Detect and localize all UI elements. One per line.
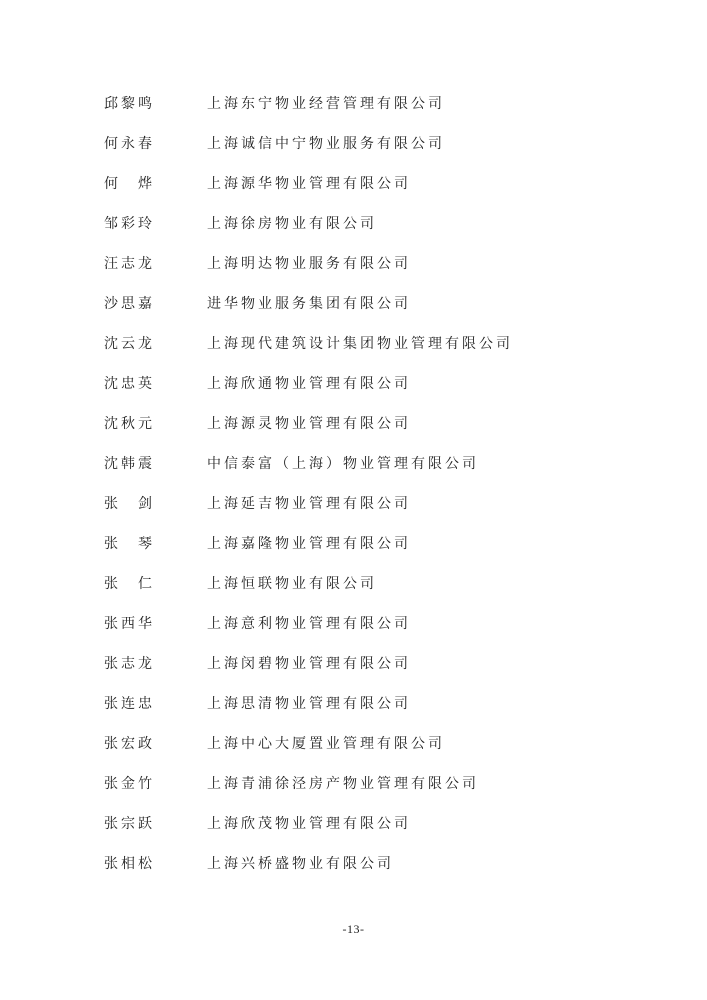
table-row (104, 685, 687, 725)
table-row (104, 165, 687, 205)
company-name: 上海源灵物业管理有限公司 (207, 417, 411, 432)
table-row (104, 845, 687, 885)
person-name: 张宗跃 (104, 817, 155, 832)
person-name: 邱黎鸣 (104, 97, 155, 112)
company-name: 上海闵碧物业管理有限公司 (207, 657, 411, 672)
company-name: 上海嘉隆物业管理有限公司 (207, 537, 411, 552)
table-row (104, 565, 687, 605)
company-name: 上海恒联物业有限公司 (207, 577, 377, 592)
company-name: 上海东宁物业经营管理有限公司 (207, 97, 445, 112)
company-name: 上海兴桥盛物业有限公司 (207, 857, 394, 872)
person-name: 张 琴 (104, 537, 155, 552)
company-name: 上海中心大厦置业管理有限公司 (207, 737, 445, 752)
company-name: 进华物业服务集团有限公司 (207, 297, 411, 312)
table-row (104, 285, 687, 325)
person-name: 张金竹 (104, 777, 155, 792)
person-name: 汪志龙 (104, 257, 155, 272)
table-row (104, 485, 687, 525)
table-row (104, 605, 687, 645)
table-row (104, 445, 687, 485)
page-footer (0, 922, 707, 937)
person-name: 沙思嘉 (104, 297, 155, 312)
table-row (104, 405, 687, 445)
person-name: 张 剑 (104, 497, 155, 512)
company-name: 上海欣茂物业管理有限公司 (207, 817, 411, 832)
person-name: 张 仁 (104, 577, 155, 592)
company-name: 上海欣通物业管理有限公司 (207, 377, 411, 392)
table-row (104, 725, 687, 765)
company-name: 上海延吉物业管理有限公司 (207, 497, 411, 512)
table-row (104, 245, 687, 285)
table-row (104, 205, 687, 245)
person-name: 张志龙 (104, 657, 155, 672)
company-name: 上海徐房物业有限公司 (207, 217, 377, 232)
person-name: 张西华 (104, 617, 155, 632)
person-name: 张相松 (104, 857, 155, 872)
company-name: 上海源华物业管理有限公司 (207, 177, 411, 192)
roster-list (104, 85, 687, 885)
person-name: 张宏政 (104, 737, 155, 752)
table-row (104, 125, 687, 165)
page-number: -13- (342, 922, 365, 936)
person-name: 沈韩震 (104, 457, 155, 472)
person-name: 邹彩玲 (104, 217, 155, 232)
company-name: 上海现代建筑设计集团物业管理有限公司 (207, 337, 513, 352)
company-name: 中信泰富（上海）物业管理有限公司 (207, 457, 479, 472)
company-name: 上海思清物业管理有限公司 (207, 697, 411, 712)
table-row (104, 525, 687, 565)
table-row (104, 805, 687, 845)
company-name: 上海意利物业管理有限公司 (207, 617, 411, 632)
person-name: 何 烨 (104, 177, 155, 192)
table-row (104, 85, 687, 125)
person-name: 何永春 (104, 137, 155, 152)
table-row (104, 365, 687, 405)
company-name: 上海明达物业服务有限公司 (207, 257, 411, 272)
person-name: 沈秋元 (104, 417, 155, 432)
table-row (104, 765, 687, 805)
company-name: 上海青浦徐泾房产物业管理有限公司 (207, 777, 479, 792)
table-row (104, 325, 687, 365)
person-name: 张连忠 (104, 697, 155, 712)
company-name: 上海诚信中宁物业服务有限公司 (207, 137, 445, 152)
table-row (104, 645, 687, 685)
person-name: 沈忠英 (104, 377, 155, 392)
person-name: 沈云龙 (104, 337, 155, 352)
